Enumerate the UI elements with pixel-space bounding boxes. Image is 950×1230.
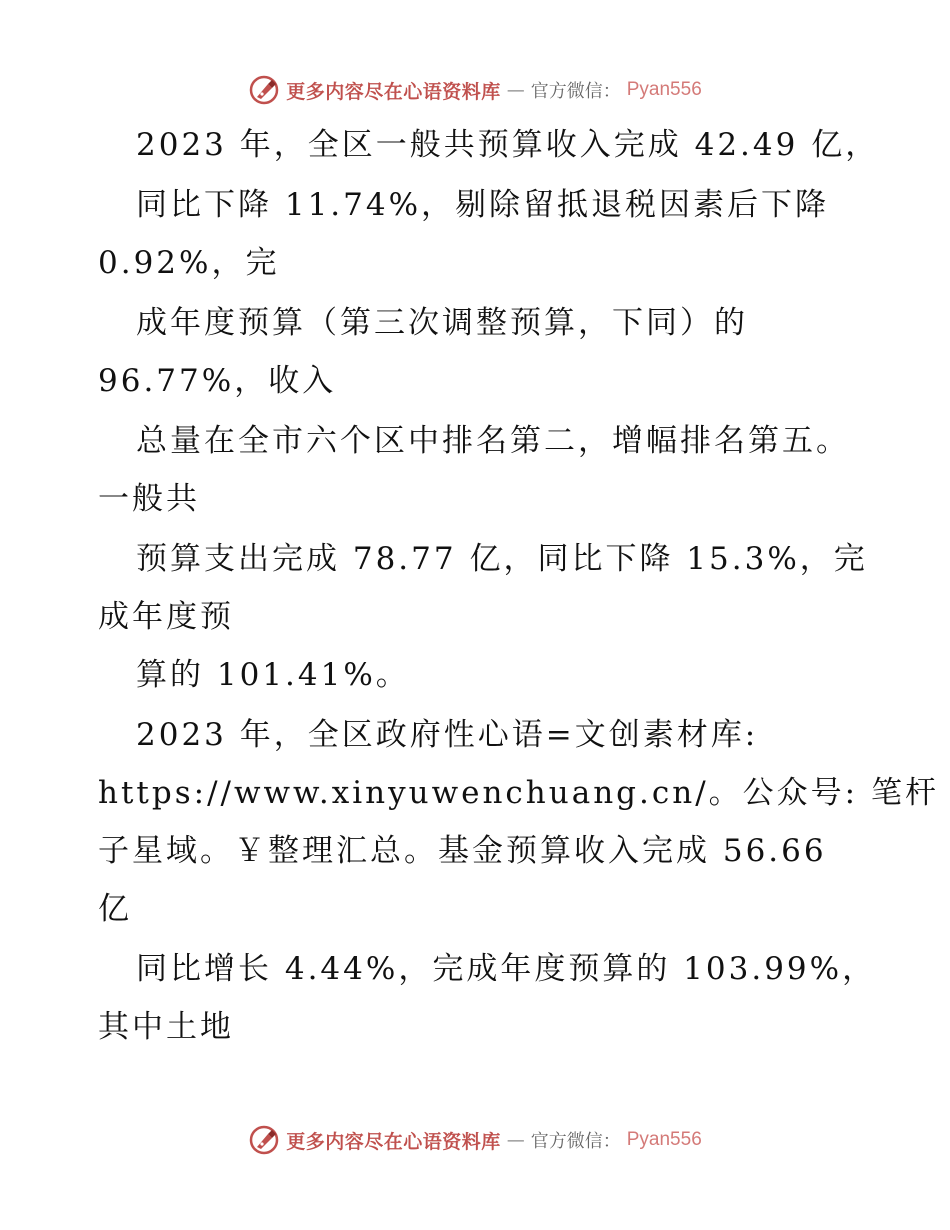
pen-nib-logo-icon — [248, 74, 280, 106]
banner-separator: — — [506, 1129, 525, 1151]
banner-wechat-label: 官方微信： — [530, 1131, 621, 1152]
text-line: 预算支出完成 78.77 亿，同比下降 15.3%，完 — [136, 541, 868, 577]
text-line: 其中土地 — [98, 1009, 234, 1045]
banner-separator: — — [506, 79, 525, 101]
text-line: 0.92%，完 — [98, 245, 280, 281]
text-line: 亿 — [98, 891, 132, 927]
footer-banner-content — [248, 1124, 702, 1156]
header-watermark-banner — [0, 70, 950, 110]
text-line: 2023 年，全区政府性心语=文创素材库: — [136, 717, 759, 753]
text-line: 同比下降 11.74%，剔除留抵退税因素后下降 — [136, 187, 830, 223]
text-line: 子星域。￥整理汇总。基金预算收入完成 56.66 — [98, 833, 827, 869]
text-line: 同比增长 4.44%，完成年度预算的 103.99%， — [136, 951, 877, 987]
text-line: 96.77%，收入 — [98, 363, 337, 399]
banner-wechat-id: Pyan556 — [626, 1129, 702, 1150]
banner-wechat-id: Pyan556 — [626, 79, 702, 100]
text-line: 成年度预 — [98, 599, 234, 635]
banner-title: 更多内容尽在心语资料库 — [286, 1130, 501, 1153]
text-line: 2023 年，全区一般共预算收入完成 42.49 亿， — [136, 127, 880, 163]
text-line: 算的 101.41%。 — [136, 657, 410, 693]
text-line: 一般共 — [98, 481, 200, 517]
header-banner-content — [248, 74, 702, 106]
text-line: 成年度预算（第三次调整预算，下同）的 — [136, 305, 748, 341]
pen-nib-logo-icon — [248, 1124, 280, 1156]
banner-wechat-label: 官方微信： — [530, 81, 621, 102]
footer-watermark-banner — [0, 1120, 950, 1160]
text-line: https://www.xinyuwenchuang.cn/。公众号: 笔杆 — [98, 775, 939, 811]
banner-title: 更多内容尽在心语资料库 — [286, 80, 501, 103]
text-line: 总量在全市六个区中排名第二，增幅排名第五。 — [136, 423, 850, 459]
